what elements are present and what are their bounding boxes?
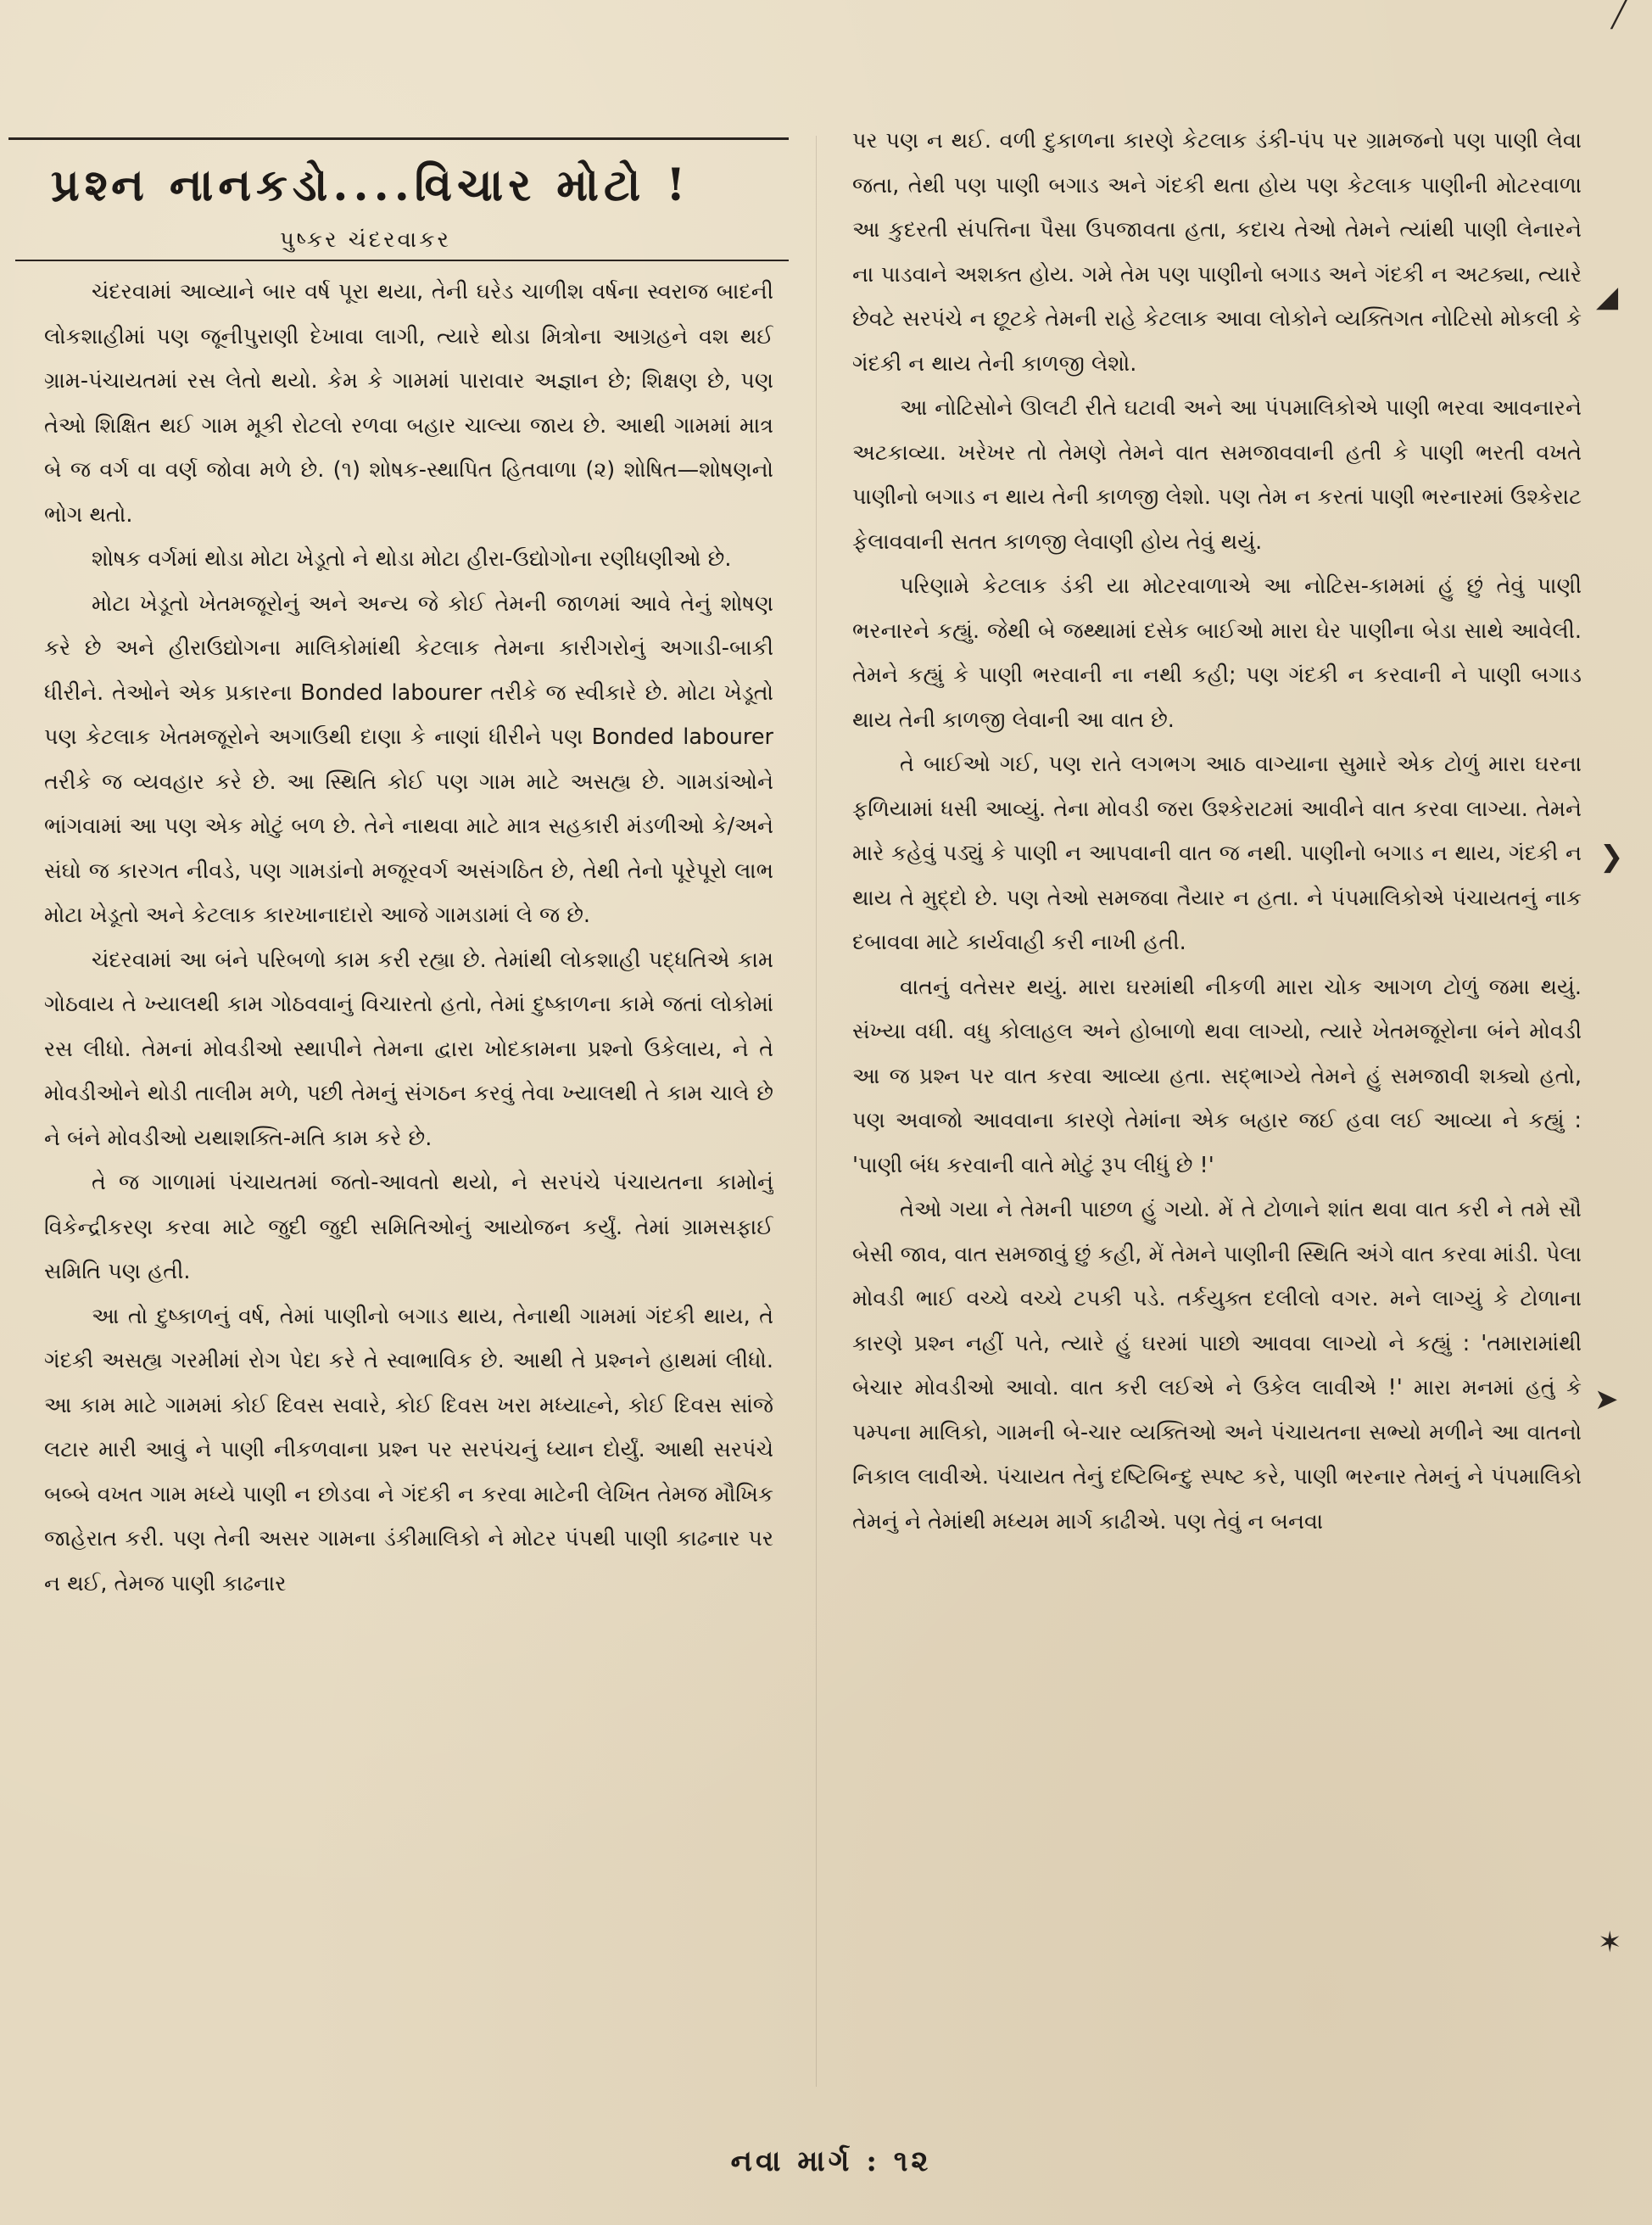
header-rule	[8, 137, 789, 140]
paragraph: વાતનું વતેસર થયું. મારા ઘરમાંથી નીકળી મારા ચોક આગળ ટોળું જમા થયું. સંખ્યા વધી. વધુ કોલાહલ અને હોબાળો થવા લાગ્યો, ત્યારે ખેતમજૂરોના બંને મોવડી આ જ પ્રશ્ન પર વાત કરવા આવ્યા હતા. સદ્ભાગ્યે તેમને હું સમજાવી શક્યો હતો, પણ અવાજો આવવાના કારણે તેમાંના એક બહાર જઈ હવા લઈ આવ્યા ને કહ્યું : 'પાણી બંધ કરવાની વાતે મોટું રૂપ લીધું છે !'	[852, 974, 1582, 1178]
byline-rule	[15, 260, 789, 261]
article-title: પ્રશ્ન નાનકડો....વિચાર મોટો !	[51, 159, 691, 211]
margin-ink-mark: ◢	[1596, 280, 1619, 314]
paragraph: તે બાઈઓ ગઈ, પણ રાતે લગભગ આઠ વાગ્યાના સુમારે એક ટોળું મારા ઘરના ફળિયામાં ધસી આવ્યું. તેના મોવડી જરા ઉશ્કેરાટમાં આવીને વાત કરવા લાગ્યા. તેમને મારે કહેવું પડ્યું કે પાણી ન આપવાની વાત જ નથી. પાણીનો બગાડ ન થાય, ગંદકી ન થાય તે મુદ્દો છે. પણ તેઓ સમજવા તૈયાર ન હતા. ને પંપમાલિકોએ પંચાયતનું નાક દબાવવા માટે કાર્યવાહી કરી નાખી હતી.	[852, 752, 1582, 955]
paragraph: આ તો દુષ્કાળનું વર્ષ, તેમાં પાણીનો બગાડ થાય, તેનાથી ગામમાં ગંદકી થાય, તે ગંદકી અસહ્ય ગરમીમાં રોગ પેદા કરે તે સ્વાભાવિક છે. આથી તે પ્રશ્નને હાથમાં લીધો. આ કામ માટે ગામમાં કોઈ દિવસ સવારે, કોઈ દિવસ ખરા મધ્યાહ્ને, કોઈ દિવસ સાંજે લટાર મારી આવું ને પાણી નીકળવાના પ્રશ્ન પર સરપંચનું ધ્યાન દોર્યું. આથી સરપંચે બબ્બે વખત ગામ મધ્યે પાણી ન છોડવા ને ગંદકી ન કરવા માટેની લેખિત તેમજ મૌખિક જાહેરાત કરી. પણ તેની અસર ગામના ડંકીમાલિકો ને મોટર પંપથી પાણી કાઢનાર પર ન થઈ, તેમજ પાણી કાઢનાર	[44, 1303, 773, 1596]
paragraph: પરિણામે કેટલાક ડંકી યા મોટરવાળાએ આ નોટિસ-કામમાં હું છું તેવું પાણી ભરનારને કહ્યું. જેથી બે જથ્થામાં દસેક બાઈઓ મારા ઘેર પાણીના બેડા સાથે આવેલી. તેમને કહ્યું કે પાણી ભરવાની ના નથી કહી; પણ ગંદકી ન કરવાની ને પાણી બગાડ થાય તેની કાળજી લેવાની આ વાત છે.	[852, 573, 1582, 733]
margin-ink-mark: ➤	[1594, 1383, 1619, 1417]
paragraph: તે જ ગાળામાં પંચાયતમાં જતો-આવતો થયો, ને સરપંચે પંચાયતના કામોનું વિકેન્દ્રીકરણ કરવા માટે જુદી જુદી સમિતિઓનું આયોજન કર્યું. તેમાં ગ્રામસફાઈ સમિતિ પણ હતી.	[44, 1170, 773, 1284]
paragraph-continued: પર પણ ન થઈ. વળી દુકાળના કારણે કેટલાક ડંકી-પંપ પર ગ્રામજનો પણ પાણી લેવા જતા, તેથી પણ પાણી બગાડ અને ગંદકી થતા હોય પણ કેટલાક પાણીની મોટરવાળા આ કુદરતી સંપત્તિના પૈસા ઉપજાવતા હતા, કદાચ તેઓ તેમને ત્યાંથી પાણી લેનારને ના પાડવાને અશક્ત હોય. ગમે તેમ પણ પાણીનો બગાડ અને ગંદકી ન અટક્યા, ત્યારે છેવટે સરપંચે ન છૂટકે તેમની રાહે કેટલાક આવા લોકોને વ્યક્તિગત નોટિસો મોકલી કે ગંદકી ન થાય તેની કાળજી લેશો.	[852, 128, 1582, 377]
paragraph: ચંદરવામાં આવ્યાને બાર વર્ષ પૂરા થયા, તેની ઘરેડ ચાળીશ વર્ષના સ્વરાજ બાદની લોકશાહીમાં પણ જૂનીપુરાણી દેખાવા લાગી, ત્યારે થોડા મિત્રોના આગ્રહને વશ થઈ ગ્રામ-પંચાયતમાં રસ લેતો થયો. કેમ કે ગામમાં પારાવાર અજ્ઞાન છે; શિક્ષણ છે, પણ તેઓ શિક્ષિત થઈ ગામ મૂકી રોટલો રળવા બહાર ચાલ્યા જાય છે. આથી ગામમાં માત્ર બે જ વર્ગ વા વર્ણ જોવા મળે છે. (૧) શોષક-સ્થાપિત હિતવાળા (૨) શોષિત—શોષણનો ભોગ થતો.	[44, 279, 773, 528]
column-divider	[816, 136, 817, 2087]
paragraph: ચંદરવામાં આ બંને પરિબળો કામ કરી રહ્યા છે. તેમાંથી લોકશાહી પદ્ધતિએ કામ ગોઠવાય તે ખ્યાલથી કામ ગોઠવવાનું વિચારતો હતો, તેમાં દુષ્કાળના કામે જતાં લોકોમાં રસ લીધો. તેમનાં મોવડીઓ સ્થાપીને તેમના દ્વારા ખોદકામના પ્રશ્નો ઉકેલાય, ને તે મોવડીઓને થોડી તાલીમ મળે, પછી તેમનું સંગઠન કરવું તેવા ખ્યાલથી તે કામ ચાલે છે ને બંને મોવડીઓ યથાશક્તિ-મતિ કામ કરે છે.	[44, 947, 773, 1151]
article-author: પુષ્કર ચંદરવાકર	[280, 227, 451, 253]
corner-ink-mark: ╱	[1611, 0, 1627, 30]
paragraph: શોષક વર્ગમાં થોડા મોટા ખેડૂતો ને થોડા મોટા હીરા-ઉદ્યોગોના રણીધણીઓ છે.	[92, 546, 732, 572]
paragraph: તેઓ ગયા ને તેમની પાછળ હું ગયો. મેં તે ટોળાને શાંત થવા વાત કરી ને તમે સૌ બેસી જાવ, વાત સમજાવું છું કહી, મેં તેમને પાણીની સ્થિતિ અંગે વાત કરવા માંડી. પેલા મોવડી ભાઈ વચ્ચે વચ્ચે ટપકી પડે. તર્કયુક્ત દલીલો વગર. મને લાગ્યું કે ટોળાના કારણે પ્રશ્ન નહીં પતે, ત્યારે હું ઘરમાં પાછો આવવા લાગ્યો ને કહ્યું : 'તમારામાંથી બેચાર મોવડીઓ આવો. વાત કરી લઈએ ને ઉકેલ લાવીએ !' મારા મનમાં હતું કે પમ્પના માલિકો, ગામની બે-ચાર વ્યક્તિઓ અને પંચાયતના સભ્યો મળીને આ વાતનો નિકાલ લાવીએ. પંચાયત તેનું દષ્ટિબિન્દુ સ્પષ્ટ કરે, પાણી ભરનાર તેમનું ને પંપમાલિકો તેમનું ને તેમાંથી મધ્યમ માર્ગ કાઢીએ. પણ તેવું ન બનવા	[852, 1197, 1582, 1535]
paragraph: આ નોટિસોને ઊલટી રીતે ઘટાવી અને આ પંપમાલિકોએ પાણી ભરવા આવનારને અટકાવ્યા. ખરેખર તો તેમણે તેમને વાત સમજાવવાની હતી કે પાણી ભરતી વખતે પાણીનો બગાડ ન થાય તેની કાળજી લેશો. પણ તેમ ન કરતાં પાણી ભરનારમાં ઉશ્કેરાટ ફેલાવવાની સતત કાળજી લેવાણી હોય તેવું થયું.	[852, 395, 1582, 555]
paragraph: મોટા ખેડૂતો ખેતમજૂરોનું અને અન્ય જે કોઈ તેમની જાળમાં આવે તેનું શોષણ કરે છે અને હીરાઉદ્યોગના માલિકોમાંથી કેટલાક તેમના કારીગરોનું અગાડી-બાકી ધીરીને. તેઓને એક પ્રકારના Bonded labourer તરીકે જ સ્વીકારે છે. મોટા ખેડૂતો પણ કેટલાક ખેતમજૂરોને અગાઉથી દાણા કે નાણાં ધીરીને પણ Bonded labourer તરીકે જ વ્યવહાર કરે છે. આ સ્થિતિ કોઈ પણ ગામ માટે અસહ્ય છે. ગામડાંઓને ભાંગવામાં આ પણ એક મોટું બળ છે. તેને નાથવા માટે માત્ર સહકારી મંડળીઓ કે/અને સંઘો જ કારગત નીવડે, પણ ગામડાંનો મજૂરવર્ગ અસંગઠિત છે, તેથી તેનો પૂરેપૂરો લાભ મોટા ખેડૂતો અને કેટલાક કારખાનાદારો આજે ગામડામાં લે જ છે.	[44, 590, 773, 928]
page-footer: નવા માર્ગ : ૧૨	[730, 2144, 932, 2178]
margin-ink-mark: ✶	[1598, 1926, 1622, 1959]
right-column	[852, 119, 1582, 2061]
margin-ink-mark: ❯	[1599, 840, 1624, 874]
left-column	[44, 270, 773, 2212]
